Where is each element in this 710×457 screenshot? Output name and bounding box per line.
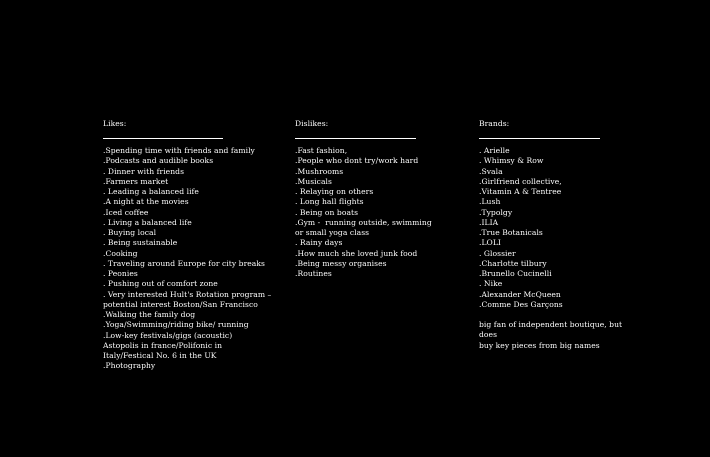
dislikes-item: .Being messy organises [295,258,387,268]
brands-item: .Vitamin A & Tentree [479,187,562,196]
likes-item: . Living a balanced life [103,217,192,227]
dislikes-divider [295,138,416,139]
brands-item: .Brunello Cucinelli [479,269,552,278]
likes-divider [103,138,223,139]
likes-item: . Leading a balanced life [103,187,199,196]
brands-item: .LOLI [479,238,501,248]
brands-item: .Typolgy [479,207,513,217]
dislikes-item: . Rainy days [295,238,343,248]
brands-item: .True Botanicals [479,228,543,237]
brands-item: . Nike [479,279,503,289]
dislikes-item: .Musicals [295,176,332,186]
likes-item: .Farmers market [103,176,169,186]
likes-item: .Yoga/Swimming/riding bike/ running [103,320,249,330]
brands-item: . Whimsy & Row [479,156,544,166]
likes-item: . Being sustainable [103,238,178,248]
dislikes-item: .People who dont try/work hard [295,156,419,166]
brands-column [479,119,644,351]
dislikes-item: .Mushrooms [295,166,344,176]
dislikes-item: . Relaying on others [295,187,374,196]
dislikes-item: .Routines [295,269,332,278]
dislikes-item: . Being on boats [295,207,359,217]
likes-item: .Podcasts and audible books [103,156,214,166]
dislikes-list [295,146,460,279]
brands-list [479,146,644,310]
likes-item: . Peonies [103,269,138,278]
dislikes-item: .Fast fashion, [295,146,348,155]
brands-item: .Lush [479,197,501,207]
likes-item: .Low-key festivals/gigs (acoustic) Astopolis in france/Polifonic in Italy/Festical No. 6 in the UK [103,330,233,360]
dislikes-column [295,119,460,279]
brands-item: .Girlfriend collective, [479,176,562,186]
brands-item: . Glossier [479,248,516,258]
likes-item: .Iced coffee [103,207,149,217]
likes-item: .Spending time with friends and family [103,146,255,155]
brands-item: .ILIA [479,217,499,227]
likes-column [103,119,273,372]
brands-item: .Charlotte tilbury [479,258,547,268]
brands-item: .Svala [479,166,503,176]
likes-item: . Very interested Hult's Rotation program – potential interest Boston/San Francisco [103,289,272,309]
likes-item: . Dinner with friends [103,166,185,176]
likes-heading: Likes: [103,119,127,128]
likes-item: .A night at the movies [103,197,189,207]
likes-item: . Traveling around Europe for city breaks [103,258,265,268]
brands-heading: Brands: [479,119,510,128]
likes-item: .Walking the family dog [103,310,196,319]
brands-divider [479,138,600,139]
brands-item: .Alexander McQueen [479,289,561,299]
dislikes-item: .How much she loved junk food [295,248,418,258]
likes-item: . Pushing out of comfort zone [103,279,218,289]
brands-item: .Comme Des Garçons [479,299,563,309]
dislikes-item: .Gym - running outside, swimming or small yoga class [295,217,432,237]
brands-note: big fan of independent boutique, but does buy key pieces from big names [479,320,623,350]
brands-item: . Arielle [479,146,510,155]
likes-item: . Buying local [103,228,157,237]
likes-item: .Photography [103,361,156,371]
likes-item: .Cooking [103,248,138,258]
likes-list [103,146,273,372]
dislikes-item: . Long hall flights [295,197,364,207]
dislikes-heading: Dislikes: [295,119,329,128]
